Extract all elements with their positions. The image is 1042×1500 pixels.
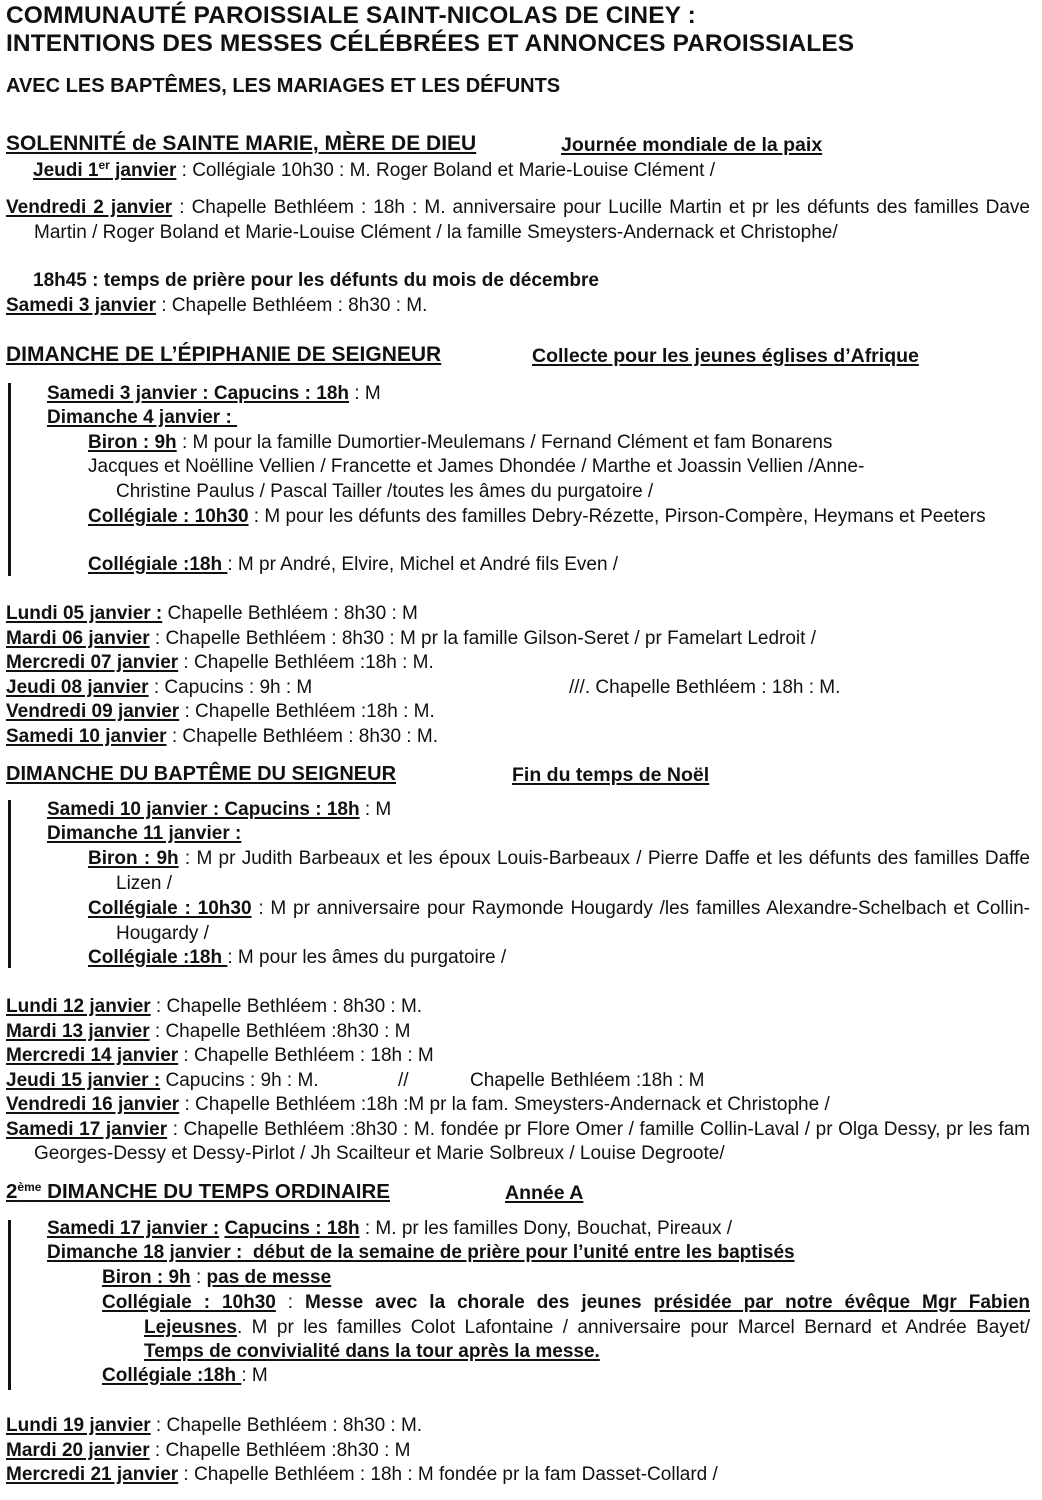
title-line-2: INTENTIONS DES MESSES CÉLÉBRÉES ET ANNONCES PAROISSIALES: [6, 30, 855, 57]
title-line-1: COMMUNAUTÉ PAROISSIALE SAINT-NICOLAS DE CINEY :: [6, 2, 696, 29]
page-title: [6, 2, 854, 58]
mass-line-cont: Jacques et Noëlline Vellien / Francette et James Dhondée / Marthe et Joassin Vellien /Anne-: [88, 456, 865, 477]
mass-line: Collégiale :18h : M: [102, 1365, 268, 1386]
mass-line: Biron : 9h : M pour la famille Dumortier-Meulemans / Fernand Clément et fam Bonarens: [88, 432, 833, 453]
sunday-label: Dimanche 11 janvier :: [47, 823, 242, 844]
section-title-temps-ordinaire: 2ème DIMANCHE DU TEMPS ORDINAIRE Année A: [6, 1180, 584, 1204]
section-bar: [8, 1220, 11, 1390]
weekday-list: [6, 1414, 718, 1488]
weekday-line: Jeudi 08 janvier : Capucins : 9h : M ///. Chapelle Bethléem : 18h : M.: [6, 676, 841, 698]
weekday-line: Vendredi 09 janvier : Chapelle Bethléem :18h : M.: [6, 701, 435, 722]
section-title-bapteme: DIMANCHE DU BAPTÊME DU SEIGNEUR Fin du temps de Noël: [6, 763, 710, 786]
weekday-line: Mardi 20 janvier : Chapelle Bethléem :8h30 : M: [6, 1439, 411, 1461]
mass-line: Vendredi 2 janvier : Chapelle Bethléem : 18h : M. anniversaire pour Lucille Martin et pr les défunts des familles Dave Martin / Roger Boland et Marie-Louise Clément / la famille Smeysters-Andernack et Christophe/: [6, 197, 1030, 243]
weekday-line: Mercredi 07 janvier : Chapelle Bethléem :18h : M.: [6, 652, 434, 673]
weekday-line: Mercredi 21 janvier : Chapelle Bethléem : 18h : M fondée pr la fam Dasset-Collard /: [6, 1464, 718, 1485]
section-note: Fin du temps de Noël: [512, 764, 710, 786]
mass-line: Collégiale :18h : M pr André, Elvire, Michel et André fils Even /: [88, 554, 619, 575]
section-note: Journée mondiale de la paix: [561, 134, 823, 156]
mass-line: Collégiale : 10h30 : Messe avec la chorale des jeunes présidée par notre évêque Mgr Fabien Lejeusnes. M pr les familles Colot Lafontaine / anniversaire pour Marcel Bernard et Andrée Bayet/ Temps de convivialité dans la tour après la messe.: [102, 1292, 1030, 1362]
weekday-line: Samedi 17 janvier : Chapelle Bethléem :8h30 : M. fondée pr Flore Omer / famille Collin-Laval / pr Olga Dessy, pr les fam Georges-Dessy et Dessy-Pirlot / Jh Scailteur et Marie Solbreux / Louise Degroote/: [6, 1118, 1030, 1164]
section-bar: [8, 800, 11, 968]
page-subtitle: AVEC LES BAPTÊMES, LES MARIAGES ET LES DÉFUNTS: [6, 75, 561, 97]
sunday-label: Dimanche 4 janvier :: [47, 407, 238, 428]
section-bar: [8, 383, 11, 576]
weekday-list: [6, 995, 1030, 1167]
weekday-line: Mardi 13 janvier : Chapelle Bethléem :8h30 : M: [6, 1020, 411, 1042]
mass-line: Jeudi 1er janvier : Collégiale 10h30 : M. Roger Boland et Marie-Louise Clément /: [33, 158, 715, 181]
mass-line: Collégiale : 10h30 : M pour les défunts des familles Debry-Rézette, Pirson-Compère, Heymans et Peeters: [88, 506, 986, 527]
weekday-line: Mardi 06 janvier : Chapelle Bethléem : 8h30 : M pr la famille Gilson-Seret / pr Famelart Ledroit /: [6, 627, 816, 649]
weekday-line: Vendredi 16 janvier : Chapelle Bethléem :18h :M pr la fam. Smeysters-Andernack et Christophe /: [6, 1094, 830, 1115]
weekday-line: Jeudi 15 janvier : Capucins : 9h : M. // Chapelle Bethléem :18h : M: [6, 1069, 705, 1091]
mass-line: Biron : 9h : pas de messe: [102, 1267, 332, 1288]
sunday-label: Dimanche 18 janvier : début de la semaine de prière pour l’unité entre les baptisés: [47, 1242, 795, 1263]
mass-line: Collégiale : 10h30 : M pr anniversaire pour Raymonde Hougardy /les familles Alexandre-Schelbach et Collin-Hougardy /: [88, 898, 1030, 944]
mass-line: Samedi 17 janvier : Capucins : 18h : M. pr les familles Dony, Bouchat, Pireaux /: [47, 1218, 732, 1239]
weekday-line: Lundi 19 janvier : Chapelle Bethléem : 8h30 : M.: [6, 1415, 423, 1436]
section-note: Année A: [505, 1182, 584, 1204]
section-title-sainte-marie: SOLENNITÉ de SAINTE MARIE, MÈRE DE DIEU Journée mondiale de la paix: [6, 132, 823, 156]
section-note: Collecte pour les jeunes églises d’Afrique: [532, 345, 919, 367]
mass-line: Samedi 3 janvier : Chapelle Bethléem : 8h30 : M.: [6, 295, 428, 316]
mass-line: Samedi 10 janvier : Capucins : 18h : M: [47, 799, 392, 820]
weekday-line: Samedi 10 janvier : Chapelle Bethléem : 8h30 : M.: [6, 725, 438, 747]
weekday-line: Lundi 12 janvier : Chapelle Bethléem : 8h30 : M.: [6, 996, 423, 1017]
prayer-announcement: 18h45 : temps de prière pour les défunts du mois de décembre: [33, 270, 599, 291]
section-title-epiphanie: DIMANCHE DE L’ÉPIPHANIE DE SEIGNEUR Collecte pour les jeunes églises d’Afrique: [6, 343, 919, 367]
weekday-list: [6, 602, 841, 749]
mass-line-cont: Christine Paulus / Pascal Tailler /toutes les âmes du purgatoire /: [116, 481, 654, 502]
mass-line: Biron : 9h : M pr Judith Barbeaux et les époux Louis-Barbeaux / Pierre Daffe et les défunts des familles Daffe Lizen /: [88, 848, 1030, 894]
weekday-line: Mercredi 14 janvier : Chapelle Bethléem : 18h : M: [6, 1045, 434, 1066]
mass-line: Collégiale :18h : M pour les âmes du purgatoire /: [88, 947, 507, 968]
mass-line: Samedi 3 janvier : Capucins : 18h : M: [47, 383, 381, 404]
weekday-line: Lundi 05 janvier : Chapelle Bethléem : 8h30 : M: [6, 603, 418, 624]
